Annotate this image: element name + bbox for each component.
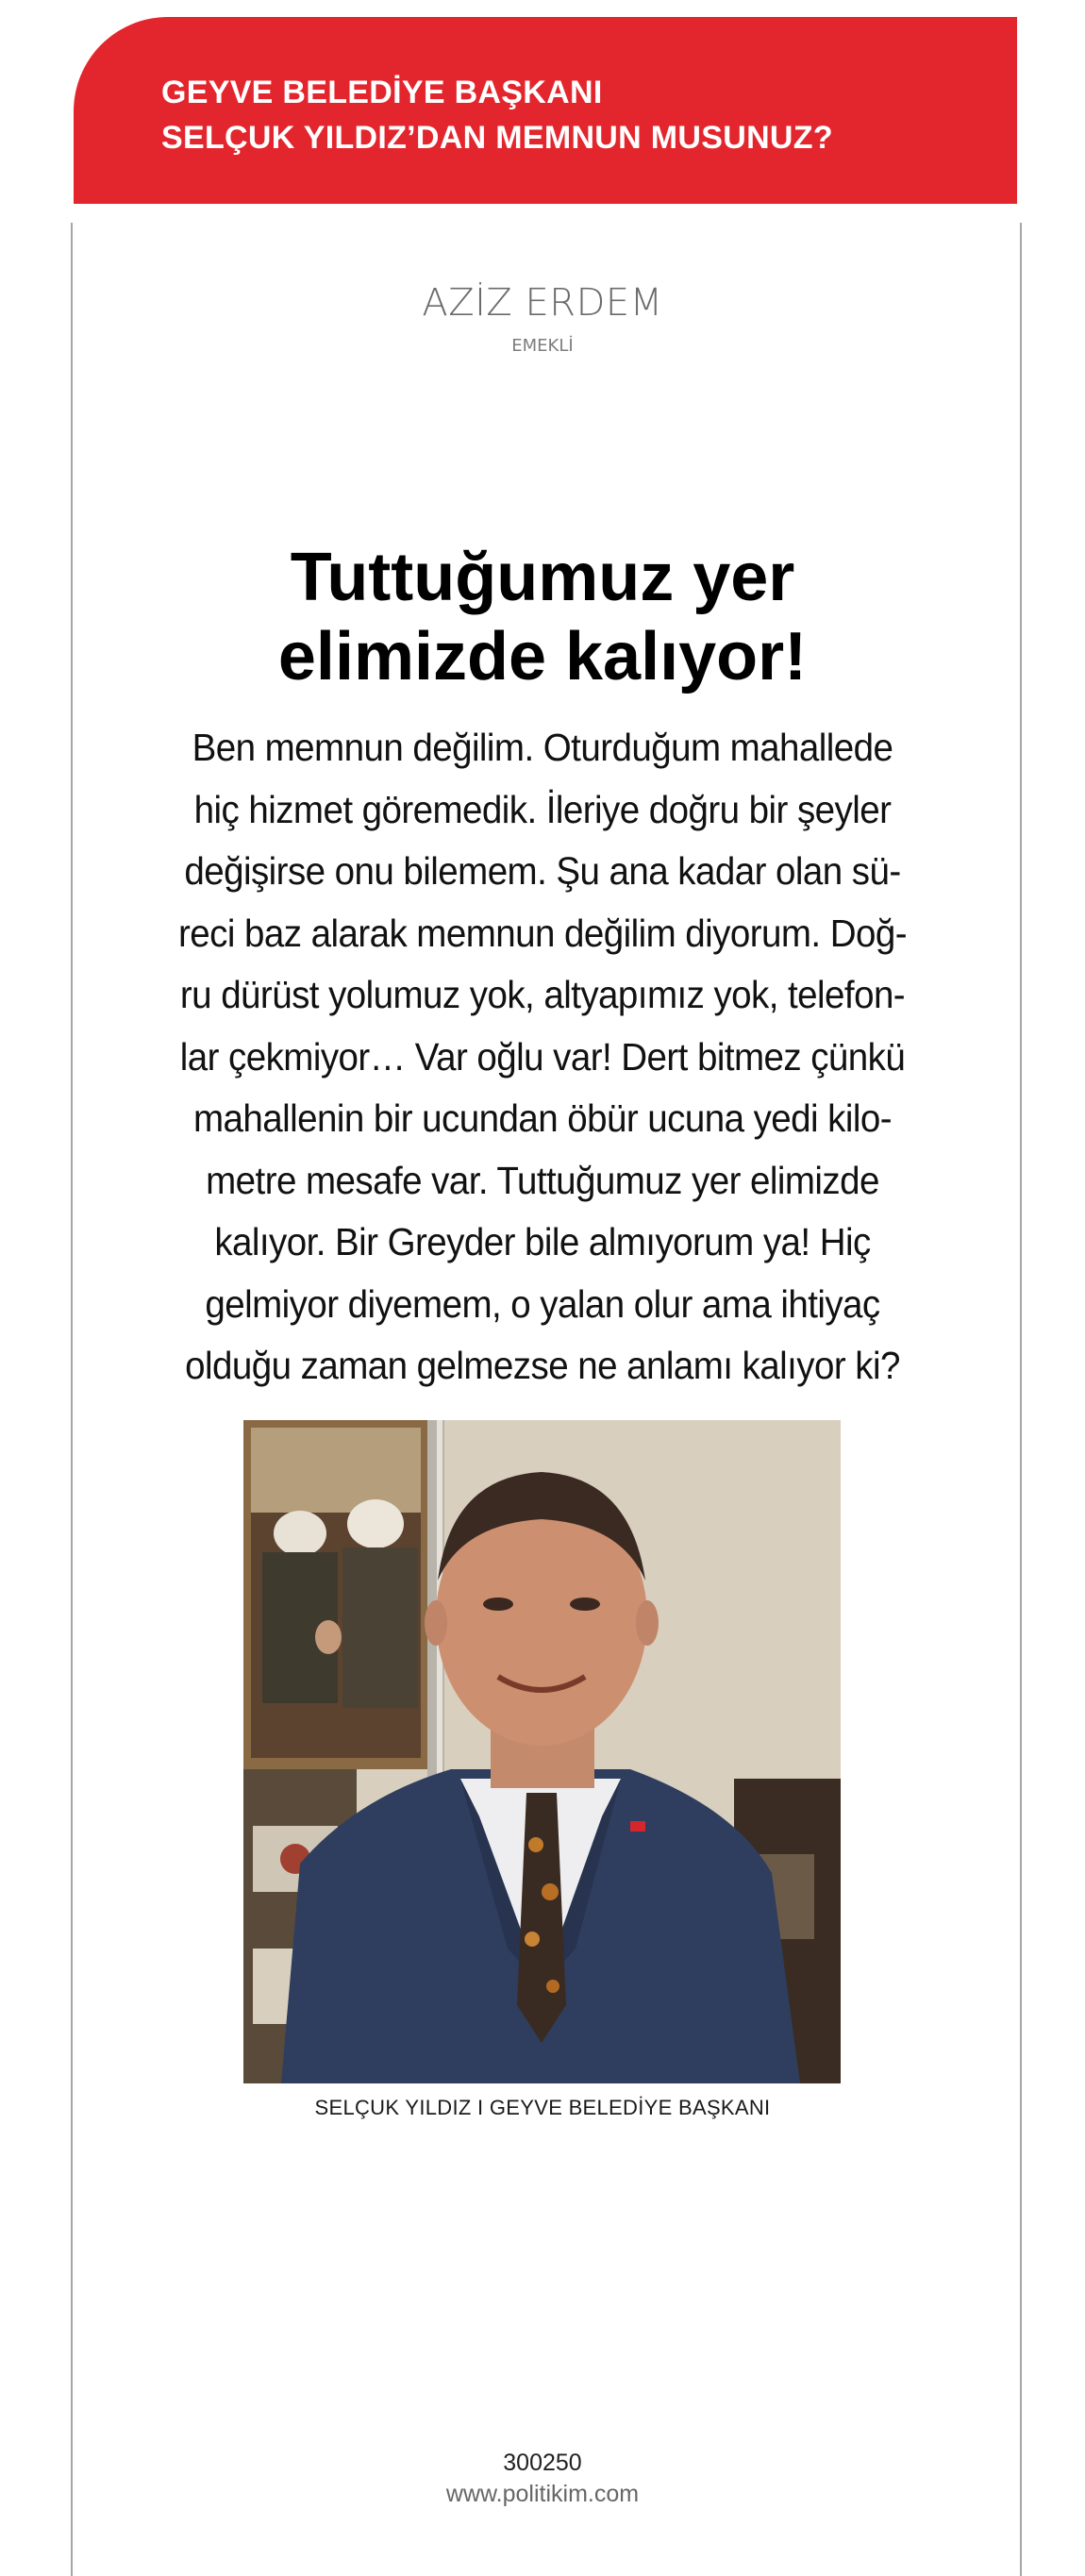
body-line: olduğu zaman gelmezse ne anlamı kalıyor ki? — [185, 1344, 900, 1387]
website-link[interactable]: www.politikim.com — [445, 2481, 640, 2507]
portrait-illustration — [243, 1420, 841, 2083]
body-line: hiç hizmet göremedik. İleriye doğru bir şeyler — [193, 787, 892, 831]
photo-caption: SELÇUK YILDIZ I GEYVE BELEDİYE BAŞKANI — [314, 2096, 771, 2119]
author-name: AZİZ ERDEM — [422, 281, 663, 325]
body-line: gelmiyor diyemem, o yalan olur ama ihtiyaç — [205, 1281, 880, 1326]
banner-title-line-1: GEYVE BELEDİYE BAŞKANI — [161, 75, 603, 110]
mayor-portrait-photo — [243, 1420, 841, 2083]
body-line: metre mesafe var. Tuttuğumuz yer elimizde — [206, 1158, 879, 1202]
body-line: değişirse onu bilemem. Şu ana kadar olan sü- — [184, 849, 901, 893]
article-code: 300250 — [503, 2450, 582, 2476]
headline-line: Tuttuğumuz yer — [290, 540, 795, 615]
headline-line: elimizde kalıyor! — [277, 619, 808, 694]
body-line: kalıyor. Bir Greyder bile almıyorum ya! Hiç — [214, 1220, 871, 1263]
author-role: EMEKLİ — [511, 336, 574, 356]
article-headline — [0, 538, 1085, 696]
header-banner — [74, 17, 1017, 204]
body-line: mahallenin bir ucundan öbür ucuna yedi kilo- — [192, 1096, 893, 1140]
body-line: Ben memnun değilim. Oturduğum mahallede — [192, 726, 893, 769]
banner-title-line-2: SELÇUK YILDIZ’DAN MEMNUN MUSUNUZ? — [161, 120, 833, 156]
body-line: reci baz alarak memnun değilim diyorum. Doğ- — [177, 911, 908, 955]
body-line: lar çekmiyor… Var oğlu var! Dert bitmez çünkü — [179, 1034, 906, 1079]
body-line: ru dürüst yolumuz yok, altyapımız yok, telefon- — [179, 973, 906, 1016]
article-body — [33, 717, 1053, 1397]
